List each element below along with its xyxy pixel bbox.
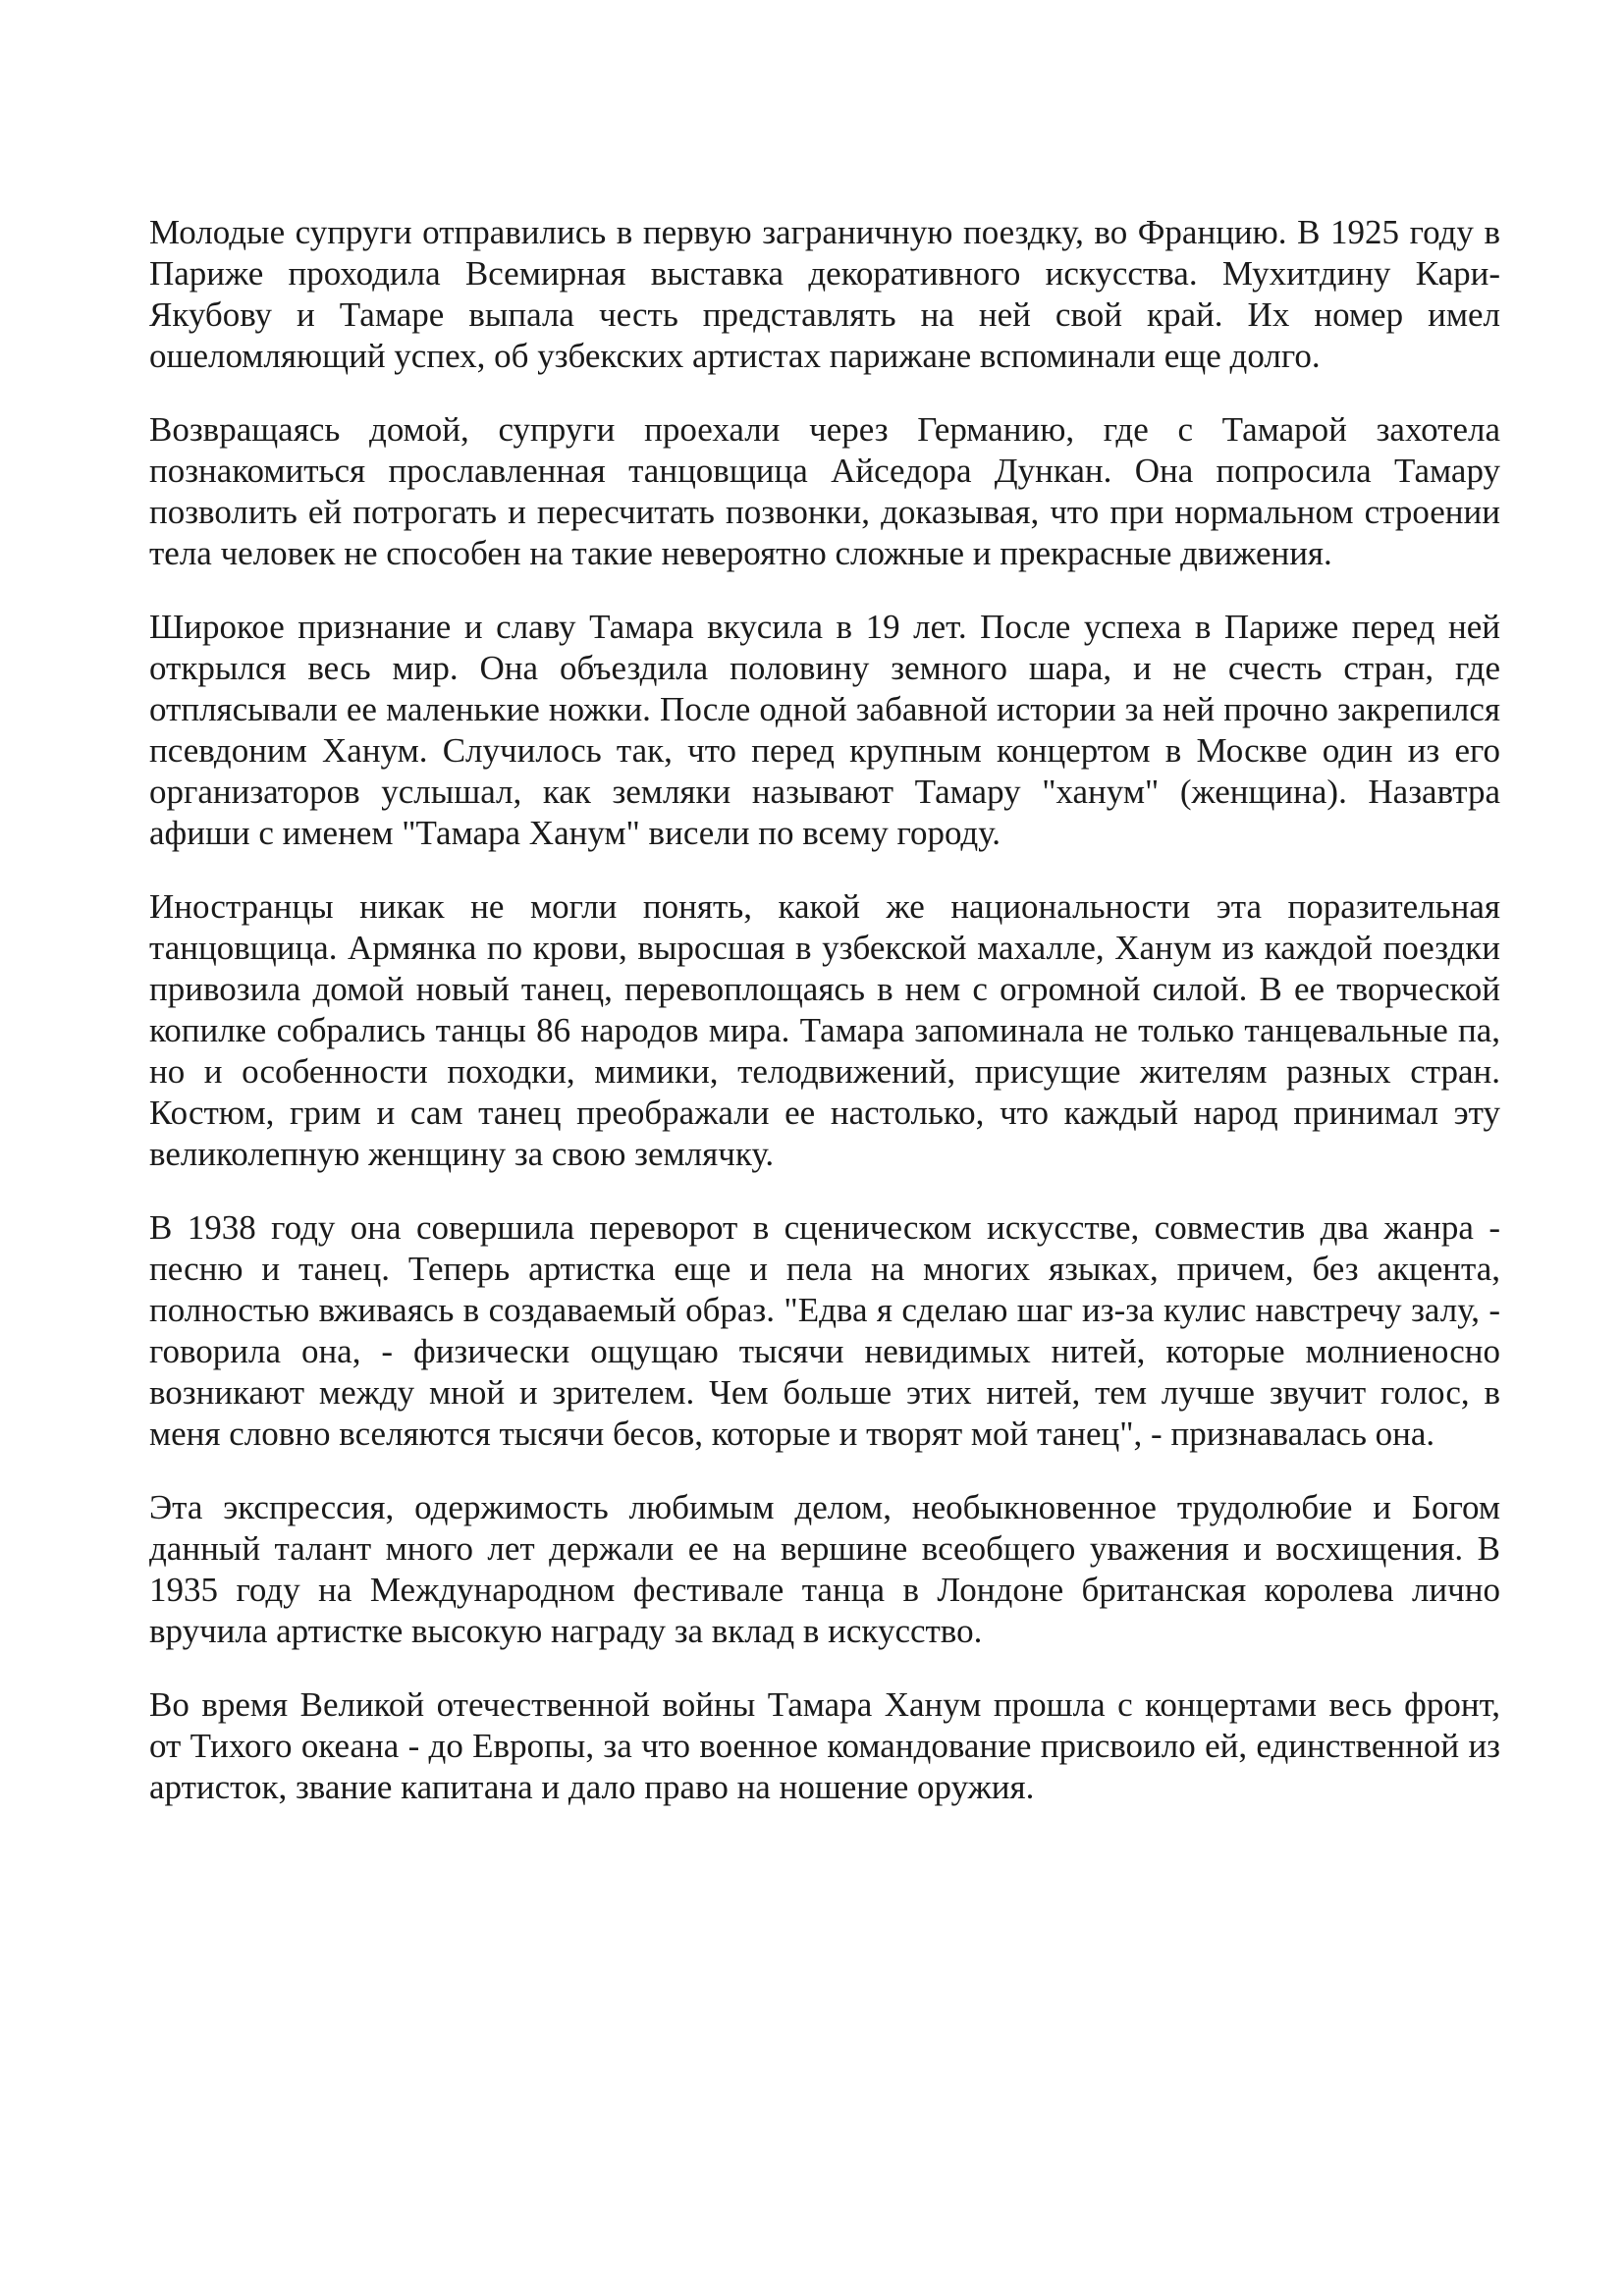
paragraph: Эта экспрессия, одержимость любимым делом, необыкновенное трудолюбие и Богом данный талант много лет держали ее на вершине всеобщего уважения и восхищения. В 1935 году на Международном фестивале танца в Лондоне британская королева лично вручила артистке высокую награду за вклад в искусство. <box>149 1488 1500 1650</box>
paragraph: Широкое признание и славу Тамара вкусила в 19 лет. После успеха в Париже перед ней открылся весь мир. Она объездила половину земного шара, и не счесть стран, где отплясывали ее маленькие ножки. После одной забавной истории за ней прочно закрепился псевдоним Ханум. Случилось так, что перед крупным концертом в Москве один из его организаторов услышал, как земляки называют Тамару "ханум" (женщина). Назавтра афиши с именем "Тамара Ханум" висели по всему городу. <box>149 608 1500 852</box>
paragraph: Во время Великой отечественной войны Тамара Ханум прошла с концертами весь фронт, от Тихого океана - до Европы, за что военное командование присвоило ей, единственной из артисток, звание капитана и дало право на ношение оружия. <box>149 1685 1500 1806</box>
paragraph: В 1938 году она совершила переворот в сценическом искусстве, совместив два жанра - песню и танец. Теперь артистка еще и пела на многих языках, причем, без акцента, полностью вживаясь в создаваемый образ. "Едва я сделаю шаг из-за кулис навстречу залу, - говорила она, - физически ощущаю тысячи невидимых нитей, которые молниеносно возникают между мной и зрителем. Чем больше этих нитей, тем лучше звучит голос, в меня словно вселяются тысячи бесов, которые и творят мой танец", - признавалась она. <box>149 1208 1500 1453</box>
paragraph: Возвращаясь домой, супруги проехали через Германию, где с Тамарой захотела познакомиться прославленная танцовщица Айседора Дункан. Она попросила Тамару позволить ей потрогать и пересчитать позвонки, доказывая, что при нормальном строении тела человек не способен на такие невероятно сложные и прекрасные движения. <box>149 410 1500 572</box>
paragraph: Иностранцы никак не могли понять, какой же национальности эта поразительная танцовщица. Армянка по крови, выросшая в узбекской махалле, Ханум из каждой поездки привозила домой новый танец, перевоплощаясь в нем с огромной силой. В ее творческой копилке собрались танцы 86 народов мира. Тамара запоминала не только танцевальные па, но и особенности походки, мимики, телодвижений, присущие жителям разных стран. Костюм, грим и сам танец преображали ее настолько, что каждый народ принимал эту великолепную женщину за свою землячку. <box>149 887 1500 1173</box>
paragraph: Молодые супруги отправились в первую заграничную поездку, во Францию. В 1925 году в Париже проходила Всемирная выставка декоративного искусства. Мухитдину Кари-Якубову и Тамаре выпала честь представлять на ней свой край. Их номер имел ошеломляющий успех, об узбекских артистах парижане вспоминали еще долго. <box>149 213 1500 375</box>
document-body <box>149 212 1500 1841</box>
